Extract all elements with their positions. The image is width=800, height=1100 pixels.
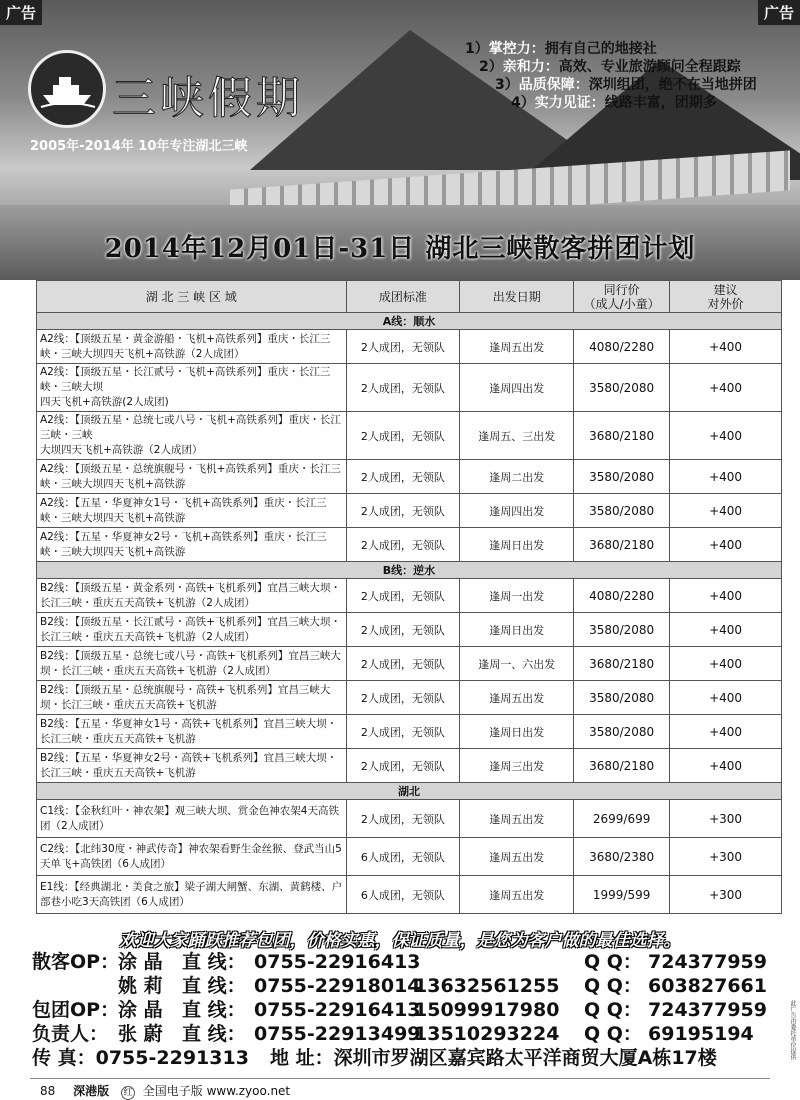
table-row <box>37 838 782 876</box>
price-cell: 3680/2180 <box>574 528 670 562</box>
suggest-price-cell: +400 <box>670 681 782 715</box>
contact-block <box>32 950 772 1070</box>
fax-number: 传 真：0755-2291313 <box>32 1047 249 1069</box>
suggest-price-cell: +400 <box>670 579 782 613</box>
depart-cell: 逢周五出发 <box>460 800 574 838</box>
route-cell: B2线：【顶级五星・总统旗舰号・高铁+飞机系列】宜昌三峡大坝・长江三峡・重庆五天高铁+飞机游 <box>37 681 347 715</box>
contact-row: 包团OP： 涂 晶 直 线： 0755-22916413 15099917980 Q Q： 724377959 <box>32 999 767 1021</box>
header-group: 成团标准 <box>346 281 460 313</box>
suggest-price-cell: +400 <box>670 528 782 562</box>
suggest-price-cell: +400 <box>670 412 782 460</box>
route-cell: E1线：【经典湖北・美食之旅】梁子湖大闸蟹、东湖、黄鹤楼、户部巷小吃3天高铁团（6人成团） <box>37 876 347 914</box>
price-cell: 4080/2280 <box>574 330 670 364</box>
footer-divider <box>30 1078 770 1079</box>
contact-row: 姚 莉 直 线： 0755-22918014 13632561255 Q Q： 603827661 <box>118 975 767 997</box>
price-cell: 3680/2180 <box>574 412 670 460</box>
group-cell: 2人成团，无领队 <box>346 647 460 681</box>
price-cell: 3680/2180 <box>574 749 670 783</box>
route-cell: A2线：【顶级五星・总统旗舰号・飞机+高铁系列】重庆・长江三峡・三峡大坝四天飞机+高铁游 <box>37 460 347 494</box>
table-row <box>37 681 782 715</box>
section-row <box>37 562 782 579</box>
table-header-row <box>37 281 782 313</box>
depart-cell: 逢周日出发 <box>460 613 574 647</box>
table-row <box>37 647 782 681</box>
depart-cell: 逢周三出发 <box>460 749 574 783</box>
price-cell: 3580/2080 <box>574 715 670 749</box>
group-cell: 2人成团，无领队 <box>346 460 460 494</box>
table-row <box>37 715 782 749</box>
suggest-price-cell: +400 <box>670 647 782 681</box>
header-depart: 出发日期 <box>460 281 574 313</box>
group-cell: 2人成团，无领队 <box>346 579 460 613</box>
route-cell: B2线：【五星・华夏神女1号・高铁+飞机系列】宜昌三峡大坝・长江三峡・重庆五天高铁+飞机游 <box>37 715 347 749</box>
group-cell: 2人成团，无领队 <box>346 613 460 647</box>
suggest-price-cell: +400 <box>670 460 782 494</box>
price-cell: 3580/2080 <box>574 613 670 647</box>
suggest-price-cell: +400 <box>670 494 782 528</box>
group-cell: 2人成团，无领队 <box>346 528 460 562</box>
route-cell: B2线：【顶级五星・黄金系列・高铁+飞机系列】宜昌三峡大坝・长江三峡・重庆五天高铁+飞机游（2人成团） <box>37 579 347 613</box>
suggest-price-cell: +300 <box>670 838 782 876</box>
feature-item: 1）掌控力：拥有自己的地接社 <box>465 41 657 57</box>
price-cell: 4080/2280 <box>574 579 670 613</box>
table-row <box>37 613 782 647</box>
suggest-price-cell: +400 <box>670 715 782 749</box>
suggest-price-cell: +400 <box>670 749 782 783</box>
table-row <box>37 749 782 783</box>
depart-cell: 逢周五出发 <box>460 838 574 876</box>
side-note: 此广告由委托单位提供 <box>789 1000 796 1060</box>
table-row <box>37 364 782 412</box>
group-cell: 6人成团，无领队 <box>346 876 460 914</box>
table-row <box>37 800 782 838</box>
group-cell: 2人成团，无领队 <box>346 364 460 412</box>
page-number: 88 <box>40 1084 56 1098</box>
route-cell: B2线：【顶级五星・长江贰号・高铁+飞机系列】宜昌三峡大坝・长江三峡・重庆五天高铁+飞机游（2人成团） <box>37 613 347 647</box>
header-price: 同行价 （成人/小童） <box>574 281 670 313</box>
depart-cell: 逢周一出发 <box>460 579 574 613</box>
depart-cell: 逢周五出发 <box>460 876 574 914</box>
table-row <box>37 494 782 528</box>
depart-cell: 逢周一、六出发 <box>460 647 574 681</box>
edition-label: 深港版 <box>73 1084 110 1098</box>
suggest-price-cell: +400 <box>670 330 782 364</box>
ship-logo-icon <box>28 50 106 128</box>
brand-slogan: 2005年-2014年 10年专注湖北三峡 <box>30 139 248 154</box>
price-cell: 1999/599 <box>574 876 670 914</box>
feature-item: 3）品质保障：深圳组团，绝不在当地拼团 <box>495 77 757 93</box>
depart-cell: 逢周四出发 <box>460 494 574 528</box>
ad-label-right: 广告 <box>758 0 800 25</box>
route-cell: A2线：【五星・华夏神女1号・飞机+高铁系列】重庆・长江三峡・三峡大坝四天飞机+高铁游 <box>37 494 347 528</box>
section-row <box>37 783 782 800</box>
group-cell: 2人成团，无领队 <box>346 749 460 783</box>
headline: 2014年12月01日-31日 湖北三峡散客拼团计划 <box>104 234 696 264</box>
route-cell: A2线：【顶级五星・长江贰号・飞机+高铁系列】重庆・长江三峡・三峡大坝 四天飞机+高铁游(2人成团) <box>37 364 347 412</box>
table-row <box>37 876 782 914</box>
route-cell: A2线：【五星・华夏神女2号・飞机+高铁系列】重庆・长江三峡・三峡大坝四天飞机+高铁游 <box>37 528 347 562</box>
feature-item: 4）实力见证：线路丰富，团期多 <box>511 95 717 111</box>
price-cell: 3580/2080 <box>574 364 670 412</box>
depart-cell: 逢周五、三出发 <box>460 412 574 460</box>
suggest-price-cell: +300 <box>670 876 782 914</box>
welcome-banner: 欢迎大家踊跃推荐包团，价格实惠，保证质量，是您为客户做的最佳选择。 <box>119 931 681 951</box>
fax-address-row <box>32 1046 772 1070</box>
section-title: A线：顺水 <box>37 313 782 330</box>
route-cell: A2线：【顶级五星・黄金游船・飞机+高铁系列】重庆・长江三峡・三峡大坝四天飞机+高铁游（2人成团） <box>37 330 347 364</box>
price-cell: 3680/2380 <box>574 838 670 876</box>
site-link[interactable]: 全国电子版 www.zyoo.net <box>142 1084 291 1098</box>
address: 地 址：深圳市罗湖区嘉宾路太平洋商贸大厦A栋17楼 <box>270 1047 717 1069</box>
section-title: 湖北 <box>37 783 782 800</box>
price-cell: 2699/699 <box>574 800 670 838</box>
section-title: B线：逆水 <box>37 562 782 579</box>
table-row <box>37 412 782 460</box>
table-body <box>37 313 782 914</box>
group-cell: 2人成团，无领队 <box>346 681 460 715</box>
depart-cell: 逢周日出发 <box>460 528 574 562</box>
depart-cell: 逢周二出发 <box>460 460 574 494</box>
feature-list <box>465 40 757 112</box>
contact-row: 负责人： 张 蔚 直 线： 0755-22913499 13510293224 Q Q： 69195194 <box>32 1023 754 1045</box>
contact-row: 散客OP： 涂 晶 直 线： 0755-22916413 Q Q： 724377959 <box>32 951 767 973</box>
depart-cell: 逢周五出发 <box>460 330 574 364</box>
header-route: 湖 北 三 峡 区 域 <box>37 281 347 313</box>
suggest-price-cell: +400 <box>670 364 782 412</box>
table-row <box>37 460 782 494</box>
group-cell: 2人成团，无领队 <box>346 715 460 749</box>
table-row <box>37 579 782 613</box>
edition-badge: 红 <box>121 1086 135 1100</box>
tour-plan-table <box>36 280 782 914</box>
group-cell: 2人成团，无领队 <box>346 800 460 838</box>
price-cell: 3580/2080 <box>574 460 670 494</box>
feature-item: 2）亲和力：高效、专业旅游顾问全程跟踪 <box>479 59 741 75</box>
route-cell: B2线：【五星・华夏神女2号・高铁+飞机系列】宜昌三峡大坝・长江三峡・重庆五天高铁+飞机游 <box>37 749 347 783</box>
depart-cell: 逢周五出发 <box>460 681 574 715</box>
table-row <box>37 330 782 364</box>
group-cell: 2人成团，无领队 <box>346 412 460 460</box>
group-cell: 2人成团，无领队 <box>346 494 460 528</box>
section-row <box>37 313 782 330</box>
brand-name: 三峡假期 <box>112 73 304 124</box>
route-cell: C2线：【北纬30度・神武传奇】神农架看野生金丝猴、登武当山5天单飞+高铁团（6人成团） <box>37 838 347 876</box>
table-row <box>37 528 782 562</box>
group-cell: 6人成团，无领队 <box>346 838 460 876</box>
price-cell: 3580/2080 <box>574 681 670 715</box>
suggest-price-cell: +400 <box>670 613 782 647</box>
route-cell: B2线：【顶级五星・总统七或八号・高铁+飞机系列】宜昌三峡大坝・长江三峡・重庆五天高铁+飞机游（2人成团） <box>37 647 347 681</box>
suggest-price-cell: +300 <box>670 800 782 838</box>
page-footer <box>40 1082 290 1100</box>
depart-cell: 逢周日出发 <box>460 715 574 749</box>
ad-label-left: 广告 <box>0 0 42 25</box>
depart-cell: 逢周四出发 <box>460 364 574 412</box>
header-suggest: 建议 对外价 <box>670 281 782 313</box>
route-cell: C1线：【金秋红叶・神农架】观三峡大坝、赏金色神农架4天高铁团（2人成团） <box>37 800 347 838</box>
price-cell: 3680/2180 <box>574 647 670 681</box>
route-cell: A2线：【顶级五星・总统七或八号・飞机+高铁系列】重庆・长江三峡・三峡 大坝四天飞机+高铁游（2人成团） <box>37 412 347 460</box>
price-cell: 3580/2080 <box>574 494 670 528</box>
group-cell: 2人成团，无领队 <box>346 330 460 364</box>
